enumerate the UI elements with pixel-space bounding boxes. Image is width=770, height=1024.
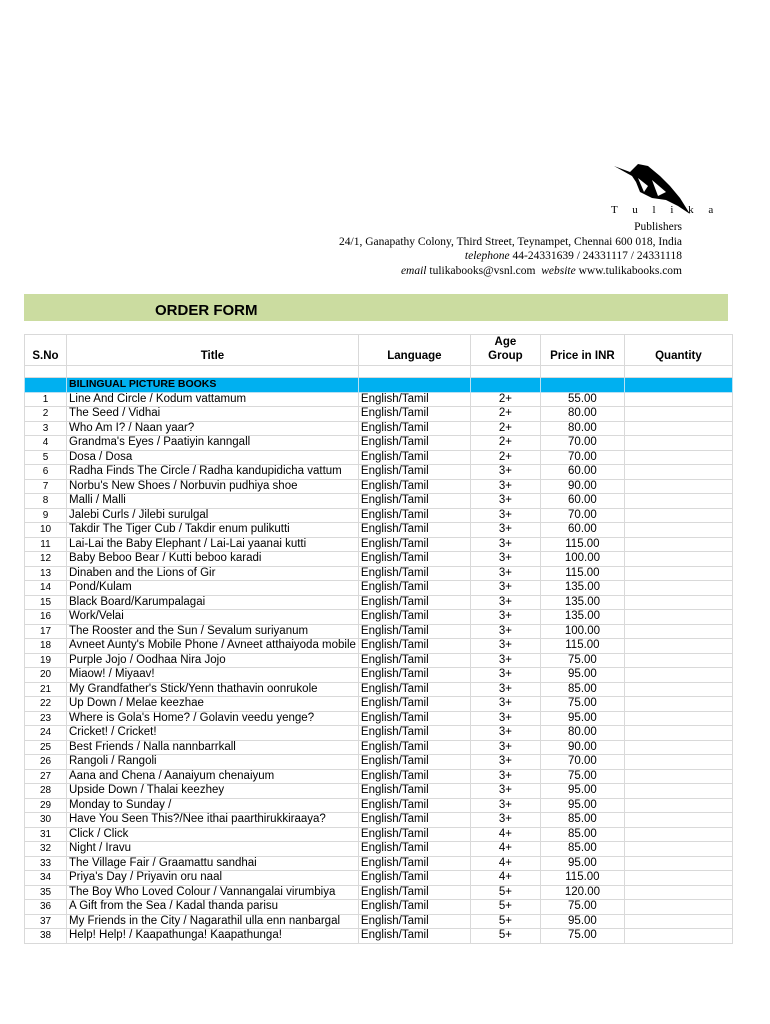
col-age-line2: Group [488, 349, 523, 362]
row-price: 135.00 [540, 581, 624, 596]
row-language: English/Tamil [358, 479, 470, 494]
row-title: Dosa / Dosa [67, 450, 359, 465]
row-sno: 12 [25, 552, 67, 567]
table-row [25, 552, 733, 567]
row-sno: 18 [25, 639, 67, 654]
email-label: email [400, 265, 427, 277]
row-language: English/Tamil [358, 726, 470, 741]
row-title: Malli / Malli [67, 494, 359, 509]
row-price: 75.00 [540, 900, 624, 915]
row-quantity-input[interactable] [624, 769, 732, 784]
col-sno: S.No [25, 335, 67, 366]
table-row [25, 813, 733, 828]
row-price: 75.00 [540, 769, 624, 784]
table-row [25, 668, 733, 683]
row-language: English/Tamil [358, 581, 470, 596]
table-row [25, 508, 733, 523]
row-title: Lai-Lai the Baby Elephant / Lai-Lai yaanai kutti [67, 537, 359, 552]
row-title: The Seed / Vidhai [67, 407, 359, 422]
row-quantity-input[interactable] [624, 900, 732, 915]
row-title: Pond/Kulam [67, 581, 359, 596]
row-title: Night / Iravu [67, 842, 359, 857]
col-quantity: Quantity [624, 335, 732, 366]
row-age-group: 5+ [470, 914, 540, 929]
table-row [25, 784, 733, 799]
row-sno: 22 [25, 697, 67, 712]
publisher-line: Publishers [634, 221, 682, 233]
row-quantity-input[interactable] [624, 755, 732, 770]
table-header-row [25, 335, 733, 366]
email-value: tulikabooks@vsnl.com [429, 265, 536, 277]
row-quantity-input[interactable] [624, 740, 732, 755]
row-sno: 23 [25, 711, 67, 726]
row-language: English/Tamil [358, 436, 470, 451]
row-sno: 11 [25, 537, 67, 552]
row-title: My Grandfather's Stick/Yenn thathavin oonrukole [67, 682, 359, 697]
telephone-label: telephone [464, 250, 510, 262]
row-language: English/Tamil [358, 639, 470, 654]
publisher-telephone [465, 250, 682, 262]
row-quantity-input[interactable] [624, 711, 732, 726]
table-row [25, 755, 733, 770]
row-quantity-input[interactable] [624, 639, 732, 654]
row-title: Purple Jojo / Oodhaa Nira Jojo [67, 653, 359, 668]
row-language: English/Tamil [358, 668, 470, 683]
row-sno: 20 [25, 668, 67, 683]
row-age-group: 2+ [470, 407, 540, 422]
row-sno: 37 [25, 914, 67, 929]
row-language: English/Tamil [358, 566, 470, 581]
row-language: English/Tamil [358, 407, 470, 422]
row-age-group: 3+ [470, 798, 540, 813]
row-age-group: 3+ [470, 784, 540, 799]
row-quantity-input[interactable] [624, 392, 732, 407]
row-sno: 8 [25, 494, 67, 509]
row-language: English/Tamil [358, 465, 470, 480]
row-quantity-input[interactable] [624, 885, 732, 900]
row-sno: 14 [25, 581, 67, 596]
row-title: Have You Seen This?/Nee ithai paarthirukkiraaya? [67, 813, 359, 828]
row-price: 115.00 [540, 537, 624, 552]
row-language: English/Tamil [358, 697, 470, 712]
row-quantity-input[interactable] [624, 537, 732, 552]
row-price: 85.00 [540, 842, 624, 857]
title-band [24, 294, 728, 321]
row-sno: 27 [25, 769, 67, 784]
row-title: Line And Circle / Kodum vattamum [67, 392, 359, 407]
row-price: 135.00 [540, 610, 624, 625]
row-age-group: 3+ [470, 508, 540, 523]
publisher-contact [401, 265, 682, 277]
row-age-group: 4+ [470, 827, 540, 842]
row-price: 135.00 [540, 595, 624, 610]
row-quantity-input[interactable] [624, 566, 732, 581]
table-row [25, 769, 733, 784]
table-row [25, 421, 733, 436]
row-sno: 5 [25, 450, 67, 465]
row-sno: 6 [25, 465, 67, 480]
row-age-group: 5+ [470, 929, 540, 944]
row-age-group: 3+ [470, 494, 540, 509]
website-value: www.tulikabooks.com [578, 265, 682, 277]
row-quantity-input[interactable] [624, 668, 732, 683]
row-language: English/Tamil [358, 755, 470, 770]
row-age-group: 2+ [470, 436, 540, 451]
table-row [25, 740, 733, 755]
row-price: 60.00 [540, 494, 624, 509]
table-row [25, 885, 733, 900]
row-language: English/Tamil [358, 653, 470, 668]
row-quantity-input[interactable] [624, 813, 732, 828]
row-quantity-input[interactable] [624, 856, 732, 871]
row-language: English/Tamil [358, 523, 470, 538]
row-quantity-input[interactable] [624, 697, 732, 712]
row-sno: 28 [25, 784, 67, 799]
row-language: English/Tamil [358, 871, 470, 886]
row-title: Help! Help! / Kaapathunga! Kaapathunga! [67, 929, 359, 944]
table-row [25, 494, 733, 509]
row-language: English/Tamil [358, 929, 470, 944]
row-age-group: 3+ [470, 639, 540, 654]
row-price: 60.00 [540, 465, 624, 480]
row-language: English/Tamil [358, 842, 470, 857]
row-price: 70.00 [540, 450, 624, 465]
table-row [25, 392, 733, 407]
row-age-group: 3+ [470, 566, 540, 581]
row-quantity-input[interactable] [624, 610, 732, 625]
row-language: English/Tamil [358, 552, 470, 567]
row-quantity-input[interactable] [624, 798, 732, 813]
row-title: Miaow! / Miyaav! [67, 668, 359, 683]
table-row [25, 624, 733, 639]
row-age-group: 4+ [470, 871, 540, 886]
col-language: Language [358, 335, 470, 366]
row-title: Radha Finds The Circle / Radha kandupidicha vattum [67, 465, 359, 480]
table-row [25, 595, 733, 610]
row-language: English/Tamil [358, 769, 470, 784]
spacer-row [25, 366, 733, 378]
row-sno: 21 [25, 682, 67, 697]
row-title: Jalebi Curls / Jilebi surulgal [67, 508, 359, 523]
website-label: website [541, 265, 576, 277]
row-language: English/Tamil [358, 784, 470, 799]
row-price: 100.00 [540, 624, 624, 639]
row-language: English/Tamil [358, 392, 470, 407]
row-price: 95.00 [540, 711, 624, 726]
table-row [25, 523, 733, 538]
row-price: 75.00 [540, 653, 624, 668]
row-sno: 29 [25, 798, 67, 813]
row-quantity-input[interactable] [624, 523, 732, 538]
row-age-group: 5+ [470, 900, 540, 915]
table-row [25, 566, 733, 581]
row-age-group: 5+ [470, 885, 540, 900]
row-quantity-input[interactable] [624, 726, 732, 741]
row-sno: 34 [25, 871, 67, 886]
table-row [25, 726, 733, 741]
table-row [25, 537, 733, 552]
row-age-group: 3+ [470, 523, 540, 538]
row-sno: 17 [25, 624, 67, 639]
row-title: Priya's Day / Priyavin oru naal [67, 871, 359, 886]
row-age-group: 3+ [470, 552, 540, 567]
row-quantity-input[interactable] [624, 624, 732, 639]
row-price: 95.00 [540, 856, 624, 871]
row-quantity-input[interactable] [624, 479, 732, 494]
col-title: Title [67, 335, 359, 366]
col-age-line1: Age [494, 336, 517, 348]
row-price: 70.00 [540, 436, 624, 451]
row-price: 80.00 [540, 421, 624, 436]
row-age-group: 3+ [470, 624, 540, 639]
row-quantity-input[interactable] [624, 421, 732, 436]
row-price: 95.00 [540, 798, 624, 813]
row-title: Avneet Aunty's Mobile Phone / Avneet atthaiyoda mobile [67, 639, 359, 654]
row-sno: 3 [25, 421, 67, 436]
row-quantity-input[interactable] [624, 929, 732, 944]
row-language: English/Tamil [358, 900, 470, 915]
row-price: 75.00 [540, 697, 624, 712]
row-age-group: 4+ [470, 856, 540, 871]
row-age-group: 2+ [470, 450, 540, 465]
row-title: The Boy Who Loved Colour / Vannangalai virumbiya [67, 885, 359, 900]
table-row [25, 900, 733, 915]
row-title: Dinaben and the Lions of Gir [67, 566, 359, 581]
table-row [25, 914, 733, 929]
table-row [25, 639, 733, 654]
row-quantity-input[interactable] [624, 827, 732, 842]
row-age-group: 3+ [470, 740, 540, 755]
brand-wordmark: T u l i k a [611, 204, 720, 216]
row-quantity-input[interactable] [624, 407, 732, 422]
row-quantity-input[interactable] [624, 552, 732, 567]
row-title: The Rooster and the Sun / Sevalum suriyanum [67, 624, 359, 639]
table-row [25, 407, 733, 422]
row-sno: 26 [25, 755, 67, 770]
col-price: Price in INR [540, 335, 624, 366]
row-language: English/Tamil [358, 914, 470, 929]
row-quantity-input[interactable] [624, 465, 732, 480]
row-age-group: 3+ [470, 581, 540, 596]
row-title: Where is Gola's Home? / Golavin veedu yenge? [67, 711, 359, 726]
row-sno: 36 [25, 900, 67, 915]
row-title: Best Friends / Nalla nannbarrkall [67, 740, 359, 755]
row-language: English/Tamil [358, 508, 470, 523]
row-price: 90.00 [540, 479, 624, 494]
telephone-value: 44-24331639 / 24331117 / 24331118 [512, 250, 682, 262]
row-price: 115.00 [540, 871, 624, 886]
row-title: Rangoli / Rangoli [67, 755, 359, 770]
row-title: The Village Fair / Graamattu sandhai [67, 856, 359, 871]
row-language: English/Tamil [358, 711, 470, 726]
row-sno: 15 [25, 595, 67, 610]
table-row [25, 929, 733, 944]
row-sno: 1 [25, 392, 67, 407]
order-table [24, 334, 733, 944]
row-price: 95.00 [540, 668, 624, 683]
form-title: ORDER FORM [155, 302, 258, 319]
row-age-group: 3+ [470, 595, 540, 610]
row-language: English/Tamil [358, 494, 470, 509]
row-age-group: 4+ [470, 842, 540, 857]
row-age-group: 3+ [470, 726, 540, 741]
row-price: 120.00 [540, 885, 624, 900]
row-title: Takdir The Tiger Cub / Takdir enum pulikutti [67, 523, 359, 538]
row-age-group: 3+ [470, 537, 540, 552]
section-label: BILINGUAL PICTURE BOOKS [67, 378, 359, 393]
row-title: Baby Beboo Bear / Kutti beboo karadi [67, 552, 359, 567]
table-row [25, 682, 733, 697]
row-language: English/Tamil [358, 798, 470, 813]
section-row [25, 378, 733, 393]
row-price: 85.00 [540, 827, 624, 842]
table-row [25, 479, 733, 494]
row-age-group: 3+ [470, 755, 540, 770]
row-price: 85.00 [540, 682, 624, 697]
row-sno: 10 [25, 523, 67, 538]
row-language: English/Tamil [358, 740, 470, 755]
row-price: 80.00 [540, 407, 624, 422]
row-title: Aana and Chena / Aanaiyum chenaiyum [67, 769, 359, 784]
row-sno: 33 [25, 856, 67, 871]
row-title: Work/Velai [67, 610, 359, 625]
table-row [25, 827, 733, 842]
row-sno: 30 [25, 813, 67, 828]
row-sno: 13 [25, 566, 67, 581]
row-quantity-input[interactable] [624, 682, 732, 697]
row-price: 90.00 [540, 740, 624, 755]
row-price: 80.00 [540, 726, 624, 741]
row-quantity-input[interactable] [624, 595, 732, 610]
row-price: 115.00 [540, 566, 624, 581]
row-price: 70.00 [540, 755, 624, 770]
row-language: English/Tamil [358, 885, 470, 900]
row-quantity-input[interactable] [624, 508, 732, 523]
row-sno: 4 [25, 436, 67, 451]
row-sno: 16 [25, 610, 67, 625]
row-sno: 2 [25, 407, 67, 422]
table-row [25, 653, 733, 668]
row-language: English/Tamil [358, 827, 470, 842]
row-language: English/Tamil [358, 856, 470, 871]
row-age-group: 3+ [470, 682, 540, 697]
table-row [25, 842, 733, 857]
row-title: Click / Click [67, 827, 359, 842]
row-title: Norbu's New Shoes / Norbuvin pudhiya shoe [67, 479, 359, 494]
row-sno: 24 [25, 726, 67, 741]
row-sno: 7 [25, 479, 67, 494]
row-quantity-input[interactable] [624, 436, 732, 451]
row-price: 85.00 [540, 813, 624, 828]
row-quantity-input[interactable] [624, 581, 732, 596]
row-quantity-input[interactable] [624, 871, 732, 886]
row-title: A Gift from the Sea / Kadal thanda parisu [67, 900, 359, 915]
row-language: English/Tamil [358, 610, 470, 625]
table-row [25, 871, 733, 886]
row-language: English/Tamil [358, 421, 470, 436]
row-title: Black Board/Karumpalagai [67, 595, 359, 610]
row-quantity-input[interactable] [624, 914, 732, 929]
row-age-group: 3+ [470, 769, 540, 784]
row-age-group: 2+ [470, 421, 540, 436]
row-age-group: 3+ [470, 668, 540, 683]
row-language: English/Tamil [358, 624, 470, 639]
table-row [25, 436, 733, 451]
table-row [25, 465, 733, 480]
row-language: English/Tamil [358, 537, 470, 552]
row-age-group: 3+ [470, 610, 540, 625]
row-sno: 9 [25, 508, 67, 523]
row-age-group: 2+ [470, 392, 540, 407]
row-sno: 38 [25, 929, 67, 944]
row-language: English/Tamil [358, 595, 470, 610]
row-quantity-input[interactable] [624, 653, 732, 668]
table-row [25, 697, 733, 712]
row-language: English/Tamil [358, 682, 470, 697]
row-age-group: 3+ [470, 813, 540, 828]
row-title: Monday to Sunday / [67, 798, 359, 813]
row-price: 95.00 [540, 914, 624, 929]
table-row [25, 798, 733, 813]
publisher-address: 24/1, Ganapathy Colony, Third Street, Teynampet, Chennai 600 018, India [339, 236, 682, 248]
row-quantity-input[interactable] [624, 450, 732, 465]
row-title: Cricket! / Cricket! [67, 726, 359, 741]
row-sno: 19 [25, 653, 67, 668]
row-age-group: 3+ [470, 711, 540, 726]
table-row [25, 711, 733, 726]
row-age-group: 3+ [470, 697, 540, 712]
table-row [25, 581, 733, 596]
row-title: My Friends in the City / Nagarathil ulla enn nanbargal [67, 914, 359, 929]
row-quantity-input[interactable] [624, 494, 732, 509]
row-age-group: 3+ [470, 479, 540, 494]
row-price: 115.00 [540, 639, 624, 654]
row-price: 75.00 [540, 929, 624, 944]
row-sno: 31 [25, 827, 67, 842]
row-price: 55.00 [540, 392, 624, 407]
row-quantity-input[interactable] [624, 842, 732, 857]
row-title: Upside Down / Thalai keezhey [67, 784, 359, 799]
row-title: Grandma's Eyes / Paatiyin kanngall [67, 436, 359, 451]
row-quantity-input[interactable] [624, 784, 732, 799]
row-sno: 35 [25, 885, 67, 900]
row-age-group: 3+ [470, 653, 540, 668]
row-sno: 25 [25, 740, 67, 755]
row-price: 100.00 [540, 552, 624, 567]
row-price: 70.00 [540, 508, 624, 523]
row-language: English/Tamil [358, 450, 470, 465]
row-language: English/Tamil [358, 813, 470, 828]
row-title: Up Down / Melae keezhae [67, 697, 359, 712]
col-age-group [470, 335, 540, 366]
row-price: 60.00 [540, 523, 624, 538]
row-title: Who Am I? / Naan yaar? [67, 421, 359, 436]
row-age-group: 3+ [470, 465, 540, 480]
table-row [25, 450, 733, 465]
row-sno: 32 [25, 842, 67, 857]
row-price: 95.00 [540, 784, 624, 799]
table-row [25, 610, 733, 625]
table-row [25, 856, 733, 871]
